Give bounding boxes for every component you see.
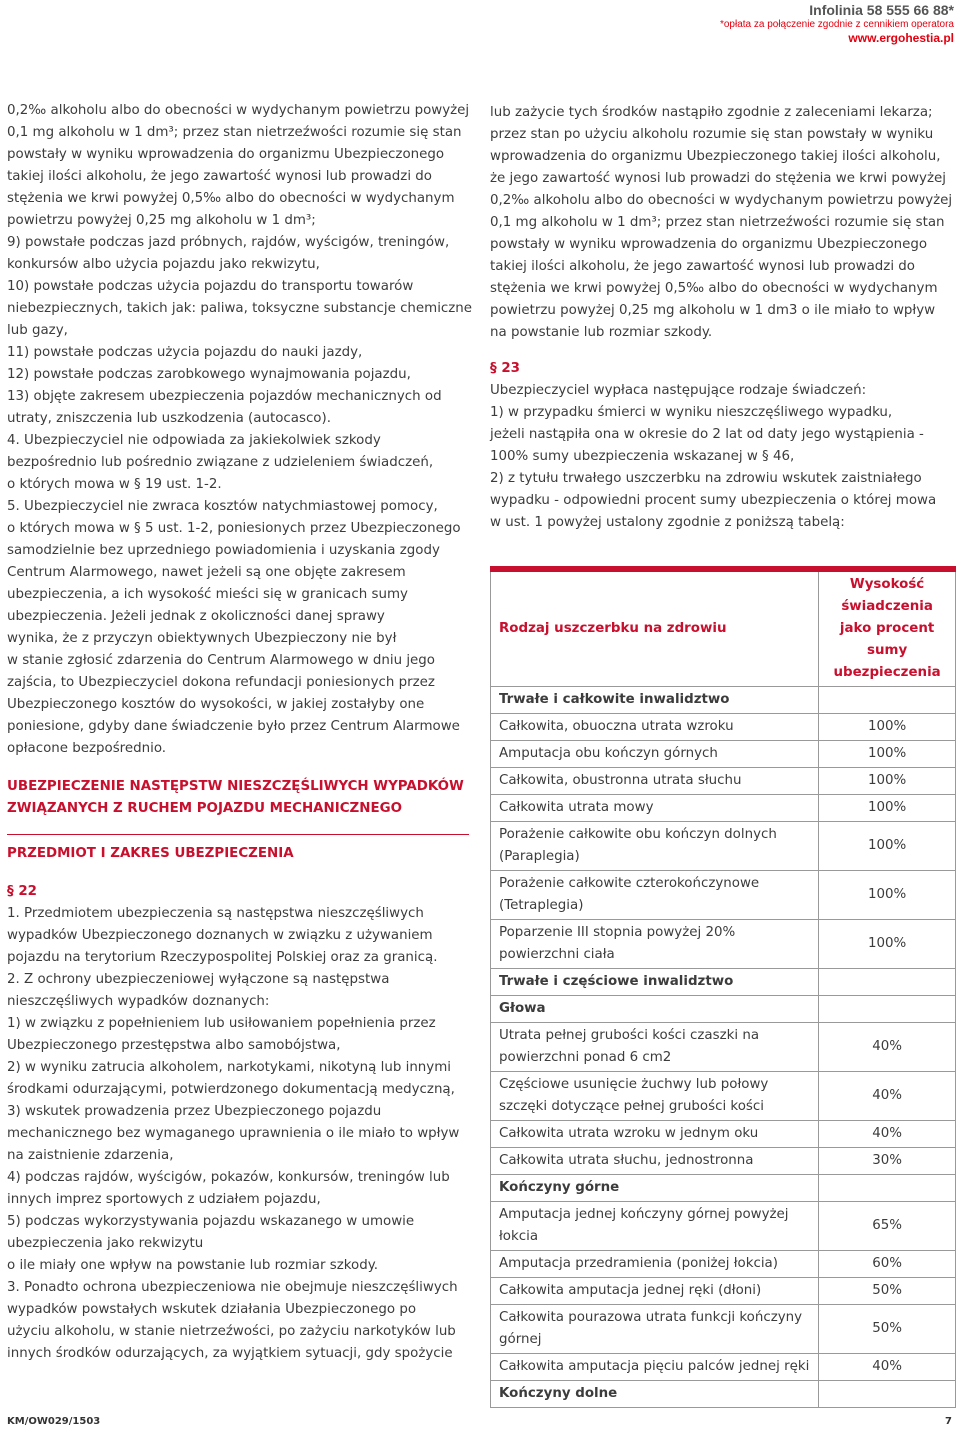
text-line: użyciu alkoholu, w stanie nietrzeźwości, po zażyciu narkotyków lub [7,1324,456,1339]
injury-label: Całkowita utrata mowy [491,795,819,822]
text-line: środkami odurzającymi, potwierdzonego dokumentacją medyczną, [7,1082,455,1097]
table-row [491,1072,956,1121]
benefit-percent [819,687,956,714]
text-line: stężenia we krwi powyżej 0,5‰ albo do obecności w wydychanym [490,281,938,296]
table-header-benefit-percent: Wysokość świadczenia jako procent sumy ubezpieczenia [819,569,956,687]
benefit-percent: 40% [819,1354,956,1381]
table-category-row [491,996,956,1023]
text-line: bezpośrednio lub pośrednio związane z udzieleniem świadczeń, [7,455,434,470]
text-line: powstały w wyniku wprowadzenia do organizmu Ubezpieczonego [7,147,445,162]
website-link[interactable]: www.ergohestia.pl [848,31,954,45]
injury-label: Amputacja obu kończyn górnych [491,741,819,768]
hotline-number: Infolinia 58 555 66 88* [809,2,954,18]
text-line: lub gazy, [7,323,68,338]
benefit-percent: 100% [819,871,956,920]
injury-label: Porażenie całkowite obu kończyn dolnych (Paraplegia) [491,822,819,871]
benefit-percent: 100% [819,768,956,795]
table-category-row [491,1175,956,1202]
table-row [491,714,956,741]
text-line: ubezpieczenia. Jeżeli jednak z okoliczności danej sprawy [7,609,385,624]
table-row [491,1148,956,1175]
text-line: wprowadzenia do organizmu Ubezpieczonego takiej ilości alkoholu, [490,149,941,164]
text-line: 2) w wyniku zatrucia alkoholem, narkotykami, nikotyną lub innymi [7,1060,451,1075]
category-label: Trwałe i całkowite inwalidztwo [491,687,819,714]
table-row [491,1023,956,1072]
injury-label: Całkowita utrata wzroku w jednym oku [491,1121,819,1148]
text-line: na zaistnienie zdarzenia, [7,1148,174,1163]
text-line: ubezpieczenia, a ich wysokość mieści się w granicach sumy [7,587,408,602]
text-line: wypadków powstałych wskutek działania Ubezpieczonego po [7,1302,417,1317]
text-line: mechanicznego bez wymaganego uprawnienia o ile miało to wpływ [7,1126,460,1141]
left-text-block-b [7,903,473,1365]
category-label: Kończyny dolne [491,1381,819,1408]
benefit-percent: 40% [819,1023,956,1072]
text-line: że jego zawartość wynosi lub prowadzi do stężenia we krwi powyżej [490,171,946,186]
text-line: w ust. 1 powyżej ustalony zgodnie z poniższą tabelą: [490,515,845,530]
text-line: Ubezpieczyciel wypłaca następujące rodzaje świadczeń: [490,383,867,398]
page-number: 7 [945,1416,952,1427]
benefit-percent [819,1175,956,1202]
table-row [491,1202,956,1251]
table-row [491,741,956,768]
table-category-row [491,687,956,714]
right-column [490,102,956,534]
text-line: 5. Ubezpieczyciel nie zwraca kosztów natychmiastowej pomocy, [7,499,438,514]
injury-label: Całkowita, obustronna utrata słuchu [491,768,819,795]
benefit-percent: 30% [819,1148,956,1175]
text-line: o których mowa w § 5 ust. 1-2, poniesionych przez Ubezpieczonego [7,521,461,536]
text-line: Ubezpieczonego kosztów do wysokości, w jakiej zostałyby one [7,697,425,712]
text-line: 12) powstałe podczas zarobkowego wynajmowania pojazdu, [7,367,411,382]
benefit-percent: 50% [819,1305,956,1354]
injury-label: Całkowita, obuoczna utrata wzroku [491,714,819,741]
benefit-percent: 100% [819,822,956,871]
table-row [491,920,956,969]
table-row [491,768,956,795]
text-line: innych imprez sportowych z udziałem pojazdu, [7,1192,321,1207]
text-line: zajścia, to Ubezpieczyciel dokona refundacji poniesionych przez [7,675,435,690]
category-label: Kończyny górne [491,1175,819,1202]
benefits-table [490,566,956,1408]
injury-label: Częściowe usunięcie żuchwy lub połowy szczęki dotyczące pełnej grubości kości [491,1072,819,1121]
section-title-line-1: UBEZPIECZENIE NASTĘPSTW NIESZCZĘŚLIWYCH WYPADKÓW [7,779,464,794]
left-text-block-a [7,100,473,760]
table-row [491,1305,956,1354]
text-line: niebezpiecznych, takich jak: paliwa, toksyczne substancje chemiczne [7,301,473,316]
text-line: nieszczęśliwych wypadków doznanych: [7,994,270,1009]
text-line: Centrum Alarmowego, nawet jeżeli są one objęte zakresem [7,565,406,580]
text-line: wypadków Ubezpieczonego doznanych w związku z używaniem [7,928,433,943]
text-line: 2) z tytułu trwałego uszczerbku na zdrowiu wskutek zaistniałego [490,471,922,486]
benefit-percent: 40% [819,1072,956,1121]
text-line: 9) powstałe podczas jazd próbnych, rajdów, wyścigów, treningów, [7,235,450,250]
text-line: 0,1 mg alkoholu w 1 dm³; przez stan nietrzeźwości rozumie się stan [490,215,945,230]
text-line: przez stan po użyciu alkoholu rozumie się stan powstały w wyniku [490,127,934,142]
text-line: samodzielnie bez uprzedniego powiadomienia i uzyskania zgody [7,543,440,558]
text-line: powietrzu powyżej 0,25 mg alkoholu w 1 dm3 o ile miało to wpływ [490,303,936,318]
text-line: jeżeli nastąpiła ona w okresie do 2 lat od daty jego wystąpienia - [490,427,924,442]
text-line: 10) powstałe podczas użycia pojazdu do transportu towarów [7,279,414,294]
injury-label: Całkowita amputacja pięciu palców jednej ręki [491,1354,819,1381]
text-line: na powstanie lub rozmiar szkody. [490,325,713,340]
document-code: KM/OW029/1503 [7,1416,101,1427]
text-line: innych środków odurzających, za wyjątkiem sytuacji, gdy spożycie [7,1346,453,1361]
text-line: 5) podczas wykorzystywania pojazdu wskazanego w umowie [7,1214,415,1229]
text-line: 3. Ponadto ochrona ubezpieczeniowa nie obejmuje nieszczęśliwych [7,1280,458,1295]
text-line: 100% sumy ubezpieczenia wskazanej w § 46, [490,449,795,464]
text-line: wynika, że z przyczyn obiektywnych Ubezpieczony nie był [7,631,397,646]
category-label: Głowa [491,996,819,1023]
benefit-percent: 100% [819,795,956,822]
text-line: powietrzu powyżej 0,25 mg alkoholu w 1 dm³; [7,213,316,228]
benefit-percent: 100% [819,714,956,741]
subsection-title: PRZEDMIOT I ZAKRES UBEZPIECZENIA [7,846,294,861]
text-line: 1) w związku z popełnieniem lub usiłowaniem popełnienia przez [7,1016,436,1031]
text-line: opłacone bezpośrednio. [7,741,167,756]
benefit-percent [819,1381,956,1408]
benefit-percent: 60% [819,1251,956,1278]
text-line: 11) powstałe podczas użycia pojazdu do nauki jazdy, [7,345,363,360]
text-line: 0,2‰ alkoholu albo do obecności w wydychanym powietrzu powyżej [7,103,470,118]
text-line: 0,1 mg alkoholu w 1 dm³; przez stan nietrzeźwości rozumie się stan [7,125,462,140]
hotline-note: *opłata za połączenie zgodnie z cennikiem operatora [719,19,954,30]
text-line: 4. Ubezpieczyciel nie odpowiada za jakiekolwiek szkody [7,433,381,448]
injury-label: Całkowita amputacja jednej ręki (dłoni) [491,1278,819,1305]
left-column [7,100,473,1365]
injury-label: Porażenie całkowite czterokończynowe (Tetraplegia) [491,871,819,920]
injury-label: Poparzenie III stopnia powyżej 20% powierzchni ciała [491,920,819,969]
text-line: 3) wskutek prowadzenia przez Ubezpieczonego pojazdu [7,1104,382,1119]
injury-label: Całkowita utrata słuchu, jednostronna [491,1148,819,1175]
text-line: 13) objęte zakresem ubezpieczenia pojazdów mechanicznych od [7,389,442,404]
table-row [491,871,956,920]
benefit-percent: 65% [819,1202,956,1251]
table-header-injury-type: Rodzaj uszczerbku na zdrowiu [491,569,819,687]
table-category-row [491,1381,956,1408]
text-line: wypadku - odpowiedni procent sumy ubezpieczenia o której mowa [490,493,937,508]
paragraph-number-22: § 22 [7,884,37,899]
table-row [491,795,956,822]
page-header [720,2,954,46]
text-line: takiej ilości alkoholu, że jego zawartość wynosi lub prowadzi do [7,169,432,184]
text-line: konkursów albo użycia pojazdu jako rekwizytu, [7,257,320,272]
text-line: takiej ilości alkoholu, że jego zawartość wynosi lub prowadzi do [490,259,915,274]
table-row [491,822,956,871]
text-line: poniesione, gdyby dane świadczenie było przez Centrum Alarmowe [7,719,460,734]
text-line: utraty, zniszczenia lub uszkodzenia (autocasco). [7,411,331,426]
text-line: w stanie zgłosić zdarzenia do Centrum Alarmowego w dniu jego [7,653,435,668]
text-line: 1) w przypadku śmierci w wyniku nieszczęśliwego wypadku, [490,405,893,420]
text-line: o ile miały one wpływ na powstanie lub rozmiar szkody. [7,1258,379,1273]
right-text-block-a [490,102,956,344]
text-line: 4) podczas rajdów, wyścigów, pokazów, konkursów, treningów lub [7,1170,450,1185]
table-category-row [491,969,956,996]
text-line: ubezpieczenia jako rekwizytu [7,1236,204,1251]
category-label: Trwałe i częściowe inwalidztwo [491,969,819,996]
benefit-percent: 50% [819,1278,956,1305]
table-row [491,1251,956,1278]
table-row [491,1121,956,1148]
text-line: stężenia we krwi powyżej 0,5‰ albo do obecności w wydychanym [7,191,455,206]
text-line: Ubezpieczonego przestępstwa albo samobójstwa, [7,1038,341,1053]
right-text-block-b [490,380,956,534]
table-row [491,1278,956,1305]
injury-label: Amputacja jednej kończyny górnej powyżej łokcia [491,1202,819,1251]
benefit-percent [819,969,956,996]
section-title-line-2: ZWIĄZANYCH Z RUCHEM POJAZDU MECHANICZNEGO [7,801,402,816]
injury-label: Całkowita pourazowa utrata funkcji kończyny górnej [491,1305,819,1354]
benefit-percent [819,996,956,1023]
table-row [491,1354,956,1381]
text-line: lub zażycie tych środków nastąpiło zgodnie z zaleceniami lekarza; [490,105,933,120]
benefit-percent: 100% [819,741,956,768]
benefit-percent: 40% [819,1121,956,1148]
text-line: 0,2‰ alkoholu albo do obecności w wydychanym powietrzu powyżej [490,193,953,208]
text-line: 2. Z ochrony ubezpieczeniowej wyłączone są następstwa [7,972,390,987]
injury-label: Amputacja przedramienia (poniżej łokcia) [491,1251,819,1278]
text-line: 1. Przedmiotem ubezpieczenia są następstwa nieszczęśliwych [7,906,424,921]
benefit-percent: 100% [819,920,956,969]
text-line: powstały w wyniku wprowadzenia do organizmu Ubezpieczonego [490,237,928,252]
text-line: o których mowa w § 19 ust. 1-2. [7,477,222,492]
injury-label: Utrata pełnej grubości kości czaszki na powierzchni ponad 6 cm2 [491,1023,819,1072]
text-line: pojazdu na terytorium Rzeczypospolitej Polskiej oraz za granicą. [7,950,438,965]
paragraph-number-23: § 23 [490,361,520,376]
